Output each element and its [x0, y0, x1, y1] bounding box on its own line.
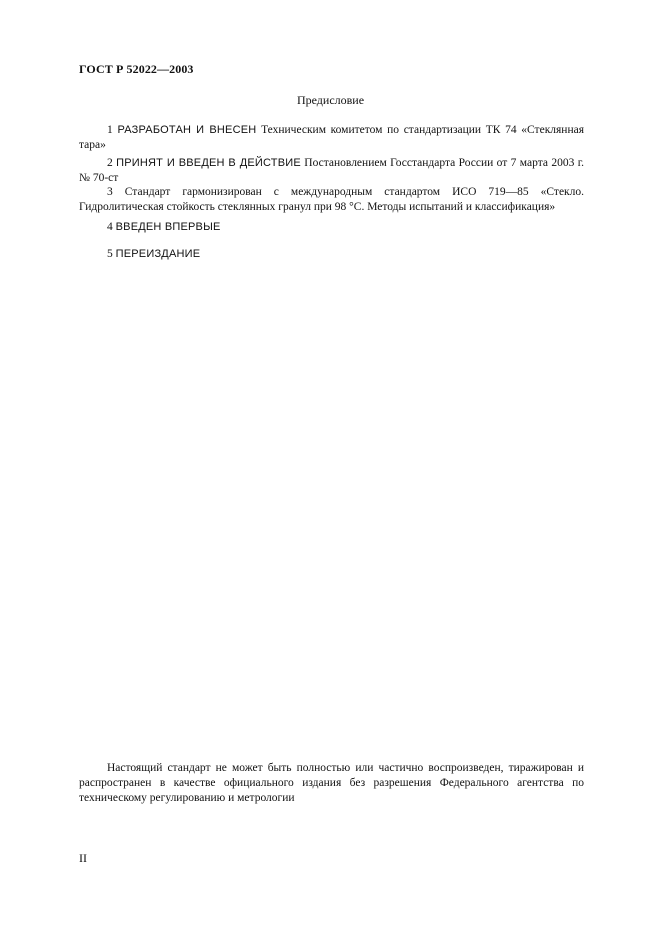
item-caps-heading: ПРИНЯТ И ВВЕДЕН В ДЕЙСТВИЕ: [116, 157, 301, 169]
foreword-item-3: [79, 185, 584, 215]
copyright-notice: Настоящий стандарт не может быть полностью или частично воспроизведен, тиражирован и распространен в качестве официального издания без разрешения Федерального агентства по техническому регулированию и метрологии: [79, 762, 584, 804]
item-number: 1: [107, 124, 113, 136]
page-number: II: [79, 851, 87, 865]
item-number: 4: [107, 221, 113, 233]
item-caps-heading: ВВЕДЕН ВПЕРВЫЕ: [115, 221, 221, 233]
item-number: 5: [107, 248, 113, 260]
item-caps-heading: РАЗРАБОТАН И ВНЕСЕН: [117, 124, 257, 136]
foreword-item-5: [79, 247, 584, 262]
item-text: Техническим комитетом по стандартизации ТК 74 «Стеклянная тара»: [79, 124, 585, 151]
item-text: Стандарт гармонизирован с международным стандартом ИСО 719—85 «Стекло. Гидролитическая стойкость стеклянных гранул при 98 °С. Методы испытаний и классификация»: [79, 186, 585, 213]
document-number: ГОСТ Р 52022—2003: [79, 62, 194, 76]
item-text: Постановлением Госстандарта России от 7 марта 2003 г. № 70-ст: [79, 157, 585, 184]
item-caps-heading: ПЕРЕИЗДАНИЕ: [115, 248, 201, 260]
foreword-item-4: [79, 220, 584, 235]
foreword-title: Предисловие: [296, 93, 365, 107]
foreword-item-2: [79, 156, 584, 186]
foreword-item-1: [79, 123, 584, 153]
item-number: 3: [107, 186, 113, 198]
item-number: 2: [107, 157, 113, 169]
